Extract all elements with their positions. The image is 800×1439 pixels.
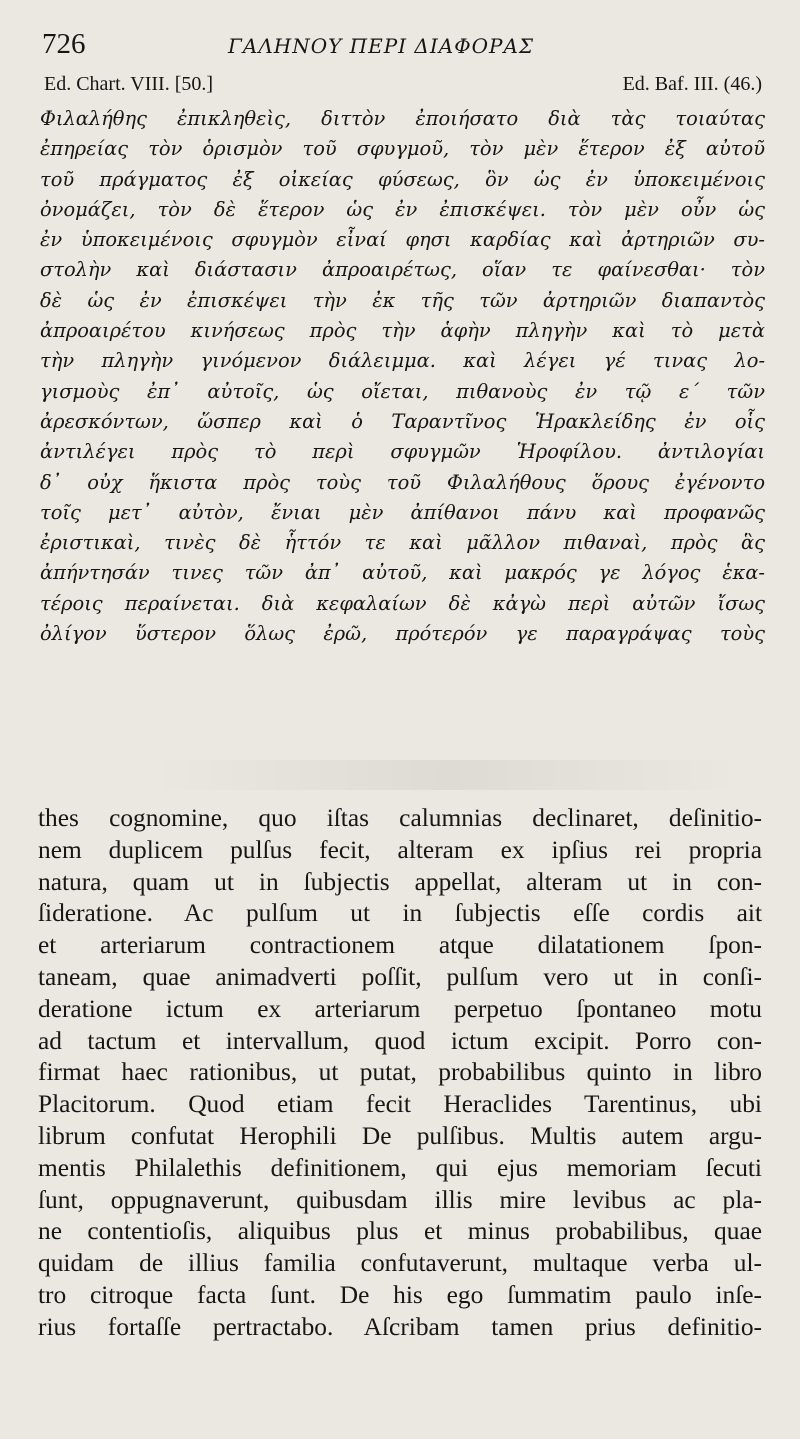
- greek-text-line: τοῖς μετ᾽ αὐτὸν, ἔνιαι μὲν ἀπίθανοι πάνυ καὶ προφανῶς: [40, 500, 765, 524]
- greek-text-line: ἐπηρείας τὸν ὁρισμὸν τοῦ σφυγμοῦ, τὸν μὲν ἕτερον ἐξ αὐτοῦ: [40, 137, 765, 161]
- latin-text-line: tro citroque facta ſunt. De his ego ſummatim paulo inſe-: [38, 1280, 762, 1309]
- greek-text-line: γισμοὺς ἐπ᾽ αὐτοῖς, ὡς οἴεται, πιθανοὺς ἐν τῷ ε´ τῶν: [40, 379, 765, 403]
- greek-text-line: τὴν πληγὴν γινόμενον διάλειμμα. καὶ λέγει γέ τινας λο-: [40, 349, 765, 373]
- show-through-bleed: [150, 760, 750, 790]
- latin-text-line: et arteriarum contractionem atque dilatationem ſpon-: [38, 931, 762, 960]
- latin-text-line: ſunt, oppugnaverunt, quibusdam illis mire levibus ac pla-: [38, 1185, 762, 1214]
- running-head: [42, 28, 760, 68]
- greek-text-line: Φιλαλήθης ἐπικληθεὶς, διττὸν ἐποιήσατο διὰ τὰς τοιαύτας: [40, 107, 765, 130]
- latin-text-line: thes cognomine, quo iſtas calumnias declinaret, deſinitio-: [38, 804, 762, 832]
- latin-text-line: quidam de illius familia confutaverunt, multaque verba ul-: [38, 1249, 762, 1278]
- greek-text-line: τοῦ πράγματος ἐξ οἰκείας φύσεως, ὃν ὡς ἐν ὑποκειμένοις: [40, 167, 765, 191]
- greek-text-line: ὀνομάζει, τὸν δὲ ἕτερον ὡς ἐν ἐπισκέψει. τὸν μὲν οὖν ὡς: [40, 197, 765, 221]
- greek-text-line: ἀπροαιρέτου κινήσεως πρὸς τὴν ἁφὴν πληγὴν καὶ τὸ μετὰ: [40, 319, 765, 343]
- latin-text-line: ne contentioſis, aliquibus plus et minus probabilibus, quae: [38, 1217, 762, 1246]
- greek-text-line: ἀντιλέγει πρὸς τὸ περὶ σφυγμῶν Ἡροφίλου. ἀντιλογίαι: [40, 440, 765, 464]
- greek-text-line: δὲ ὡς ἐν ἐπισκέψει τὴν ἐκ τῆς τῶν ἀρτηριῶν διαπαντὸς: [40, 288, 765, 312]
- edition-references: [44, 73, 762, 101]
- greek-text-line: ἐριστικαὶ, τινὲς δὲ ἧττόν τε καὶ μᾶλλον πιθαναὶ, πρὸς ἃς: [40, 531, 765, 555]
- latin-text-line: firmat haec rationibus, ut putat, probabilibus quinto in libro: [38, 1058, 762, 1087]
- edition-chart-reference: Ed. Chart. VIII. [50.]: [44, 73, 214, 95]
- latin-text-line: deratione ictum ex arteriarum perpetuo ſpontaneo motu: [38, 994, 762, 1023]
- greek-text-line: ἐν ὑποκειμένοις σφυγμὸν εἶναί φησι καρδίας καὶ ἀρτηριῶν συ-: [40, 228, 765, 252]
- latin-text-line: nem duplicem pulſus fecit, alteram ex ipſius rei propria: [38, 835, 762, 864]
- greek-text-block: [40, 104, 765, 649]
- latin-text-line: natura, quam ut in ſubjectis appellat, alteram ut in con-: [38, 867, 762, 896]
- edition-basel-reference: Ed. Baf. III. (46.): [622, 73, 762, 95]
- greek-text-line: ὀλίγον ὕστερον ὅλως ἐρῶ, πρότερόν γε παραγράψας τοὺς: [40, 622, 765, 646]
- latin-text-line: ad tactum et intervallum, quod ictum excipit. Porro con-: [38, 1026, 762, 1055]
- greek-text-line: ἀπήντησάν τινες τῶν ἀπ᾽ αὐτοῦ, καὶ μακρός γε λόγος ἑκα-: [40, 561, 765, 585]
- greek-text-line: δ᾽ οὐχ ἥκιστα πρὸς τοὺς τοῦ Φιλαλήθους ὅρους ἐγένοντο: [40, 470, 765, 494]
- latin-text-line: Placitorum. Quod etiam fecit Heraclides Tarentinus, ubi: [38, 1090, 762, 1119]
- latin-text-block: [38, 803, 762, 1344]
- latin-text-line: taneam, quae animadverti poſſit, pulſum vero ut in conſi-: [38, 962, 762, 991]
- greek-text-line: στολὴν καὶ διάστασιν ἀπροαιρέτως, οἵαν τε φαίνεσθαι· τὸν: [40, 258, 765, 282]
- page-number: 726: [42, 28, 86, 60]
- greek-text-line: ἀρεσκόντων, ὥσπερ καὶ ὁ Ταραντῖνος Ἡρακλείδης ἐν οἷς: [40, 409, 765, 433]
- latin-text-line: rius fortaſſe pertractabo. Aſcribam tamen prius definitio-: [38, 1312, 762, 1341]
- latin-text-line: ſideratione. Ac pulſum ut in ſubjectis eſſe cordis ait: [38, 899, 762, 928]
- greek-text-line: τέροις περαίνεται. διὰ κεφαλαίων δὲ κἀγὼ περὶ αὐτῶν ἴσως: [40, 591, 765, 615]
- latin-text-line: mentis Philalethis definitionem, qui ejus memoriam ſecuti: [38, 1153, 762, 1182]
- latin-text-line: librum confutat Herophili De pulſibus. Multis autem argu-: [38, 1121, 762, 1150]
- running-title: ΓΑΛΗΝΟΥ ΠΕΡΙ ΔΙΑΦΟΡΑΣ: [228, 34, 535, 58]
